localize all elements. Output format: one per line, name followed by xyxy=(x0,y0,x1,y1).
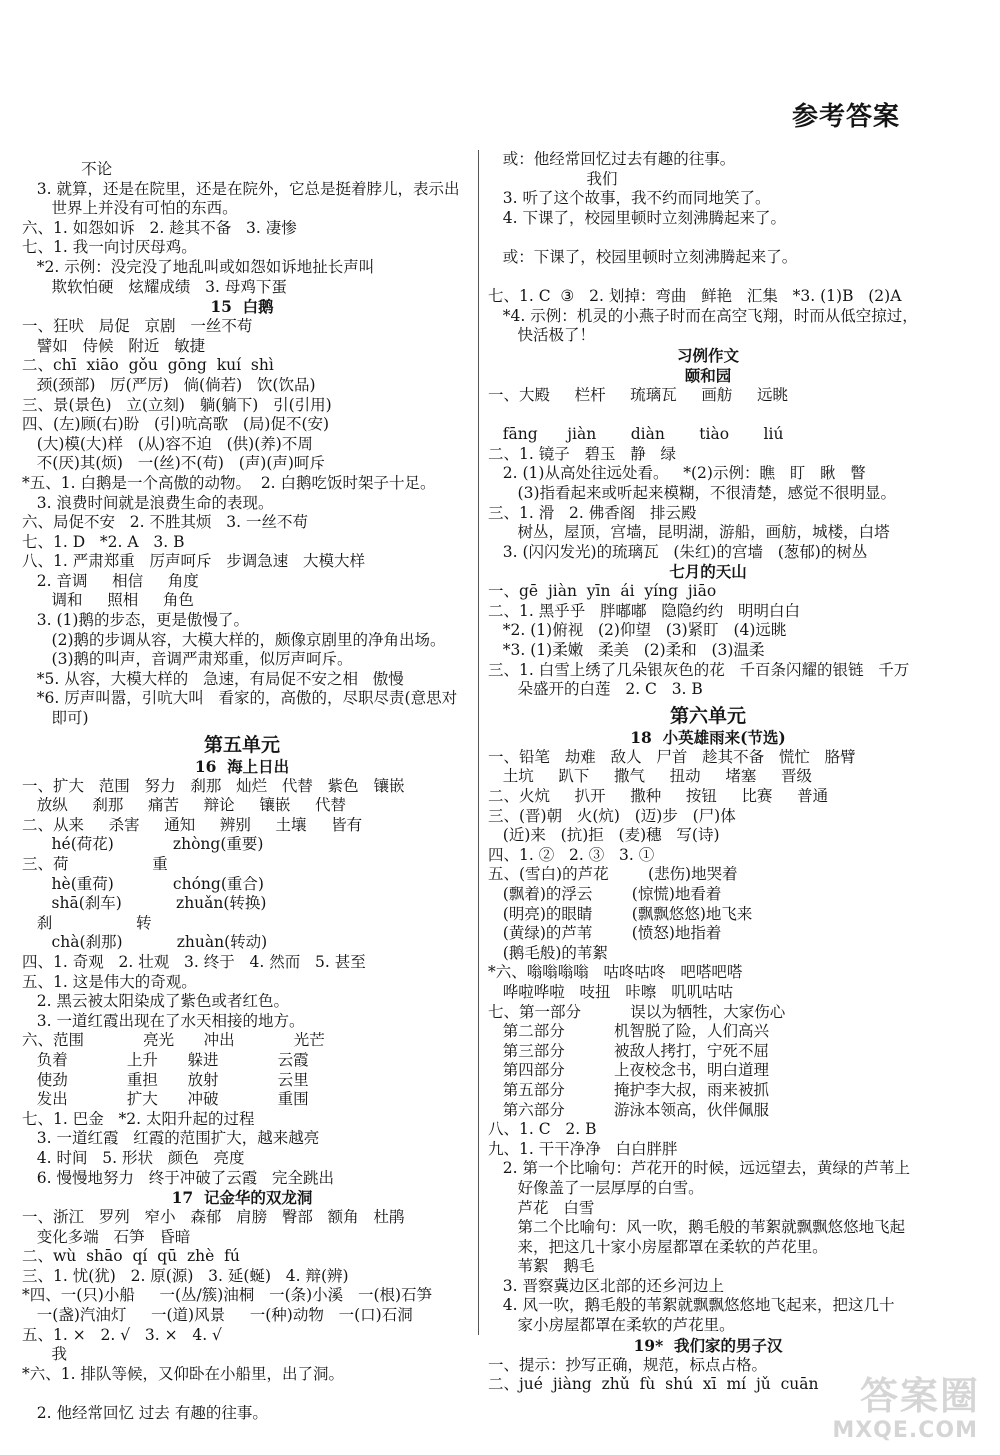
answer-line: 第四部分 上夜校念书，明白道理 xyxy=(488,1061,770,1080)
answer-line: 6. 慢慢地努力 终于冲破了云霞 完全跳出 xyxy=(22,1168,335,1187)
answer-line: 2. (1)从高处往远处看。 *(2)示例：瞧 盯 瞅 瞥 xyxy=(488,464,866,483)
answer-line: 3. 听了这个故事，我不约而同地笑了。 xyxy=(488,189,771,208)
answer-line: 二、从来 杀害 通知 辨别 土壤 皆有 xyxy=(22,815,363,834)
answer-line: 苇絮 鹅毛 xyxy=(488,1257,595,1276)
answer-line: 世界上并没有可怕的东西。 xyxy=(22,199,238,218)
answer-line: 七、1. D *2. A 3. B xyxy=(22,532,185,551)
answer-line: shā(刹车) zhuǎn(转换) xyxy=(22,894,267,913)
answer-line xyxy=(488,268,928,288)
answer-line: 一、铅笔 劫难 敌人 尸首 趁其不备 慌忙 胳臂 xyxy=(488,747,856,766)
answer-line: *6. 厉声叫嚣，引吭大叫 看家的，高傲的，尽职尽责(意思对 xyxy=(22,689,458,708)
answer-line: 家小房屋都罩在柔软的芦花里。 xyxy=(488,1316,735,1335)
section-heading: 19* 我们家的男子汉 xyxy=(633,1335,783,1355)
answer-line: 2. 第一个比喻句：芦花开的时候，远远望去，黄绿的芦苇上 xyxy=(488,1159,910,1178)
answer-line: 快活极了！ xyxy=(488,326,596,345)
answer-line: *四、一(只)小船 一(丛/簇)油桐 一(条)小溪 一(根)石笋 xyxy=(22,1286,433,1305)
answer-line: 七、第一部分 误以为牺牲，大家伤心 xyxy=(488,1002,786,1021)
answer-line: 来，把这几十家小房屋都罩在柔软的芦花里。 xyxy=(488,1237,828,1256)
answer-line: 一、gē jiàn yīn ái yíng jiāo xyxy=(488,582,717,601)
answer-line: 三、(晋)朝 火(炕) (迈)步 (尸)体 xyxy=(488,806,736,825)
answer-line: 四、(左)顾(右)盼 (引)吭高歌 (局)促不(安) xyxy=(22,415,330,434)
answer-line: 七、1. 我一向讨厌母鸡。 xyxy=(22,238,197,257)
answer-line: 二、wù shāo qí qū zhè fú xyxy=(22,1247,240,1266)
section-heading: 17 记金华的双龙洞 xyxy=(171,1188,313,1208)
answer-line: 发出 扩大 冲破 重围 xyxy=(22,1090,309,1109)
answer-line: 哗啦哗啦 吱扭 咔嚓 叽叽咕咕 xyxy=(488,982,734,1001)
answer-line: hè(重荷) chóng(重合) xyxy=(22,874,264,893)
answer-line: (大)模(大)样 (从)容不迫 (供)(养)不周 xyxy=(22,434,313,453)
answer-line: 六、范围 亮光 冲出 光芒 xyxy=(22,1031,325,1050)
answer-line: 第二部分 机智脱了险，人们高兴 xyxy=(488,1022,770,1041)
answer-line: 树丛，屋顶，宫墙，昆明湖，游船，画舫，城楼，白塔 xyxy=(488,523,890,542)
answer-line: 3. 浪费时间就是浪费生命的表现。 xyxy=(22,493,274,512)
answer-line: 譬如 侍候 附近 敏捷 xyxy=(22,336,206,355)
answer-line: 八、1. C 2. B xyxy=(488,1120,597,1139)
answer-line: 五、(雪白)的芦花 (悲伤)地哭着 xyxy=(488,865,738,884)
answer-line xyxy=(22,1384,462,1404)
answer-line: 2. 黑云被太阳染成了紫色或者红色。 xyxy=(22,992,289,1011)
answer-line: 2. 他经常回忆 过去 有趣的往事。 xyxy=(22,1404,268,1423)
right-answer-column xyxy=(488,150,928,1395)
answer-line: 3. (闪闪发光)的琉璃瓦 (朱红)的宫墙 (葱郁)的树丛 xyxy=(488,542,868,561)
answer-line: 4. 风一吹，鹅毛般的苇絮就飘飘悠悠地飞起来，把这几十 xyxy=(488,1296,895,1315)
answer-line: 八、1. 严肃郑重 厉声呵斥 步调急速 大模大样 xyxy=(22,552,366,571)
answer-line: *4. 示例：机灵的小燕子时而在高空飞翔，时而从低空掠过， xyxy=(488,306,918,325)
section-heading: 18 小英雄雨来(节选) xyxy=(630,727,786,747)
answer-line: 不论 xyxy=(22,160,113,178)
answer-line: (3)鹅的叫声，音调严肃郑重，似厉声呵斥。 xyxy=(22,650,353,669)
answer-line: 或：他经常回忆过去有趣的往事。 xyxy=(488,150,736,168)
answer-line: *六、嗡嗡嗡嗡 咕咚咕咚 吧嗒吧嗒 xyxy=(488,963,743,982)
section-heading: 七月的天山 xyxy=(669,562,747,582)
answer-line: 一、扩大 范围 努力 刹那 灿烂 代替 紫色 镶嵌 xyxy=(22,776,405,795)
answer-line: 3. (1)鹅的步态，更是傲慢了。 xyxy=(22,611,249,630)
answer-line: 颈(颈部) 厉(严厉) 倘(倘若) 饮(饮品) xyxy=(22,375,316,394)
answer-line: 好像盖了一层厚厚的白雪。 xyxy=(488,1178,704,1197)
answer-line: *2. 示例：没完没了地乱叫或如怨如诉地扯长声叫 xyxy=(22,257,375,276)
answer-line: 二、火炕 扒开 撒种 按钮 比赛 普通 xyxy=(488,787,829,806)
answer-line: 即可) xyxy=(22,709,89,728)
answer-line: (飘着)的浮云 (惊慌)地看着 xyxy=(488,885,722,903)
answer-line: (3)指看起来或听起来模糊，不很清楚，感觉不很明显。 xyxy=(488,483,897,502)
answer-line: 五、1. 这是伟大的奇观。 xyxy=(22,972,197,991)
answer-line: (明亮)的眼睛 (飘飘悠悠)地飞来 xyxy=(488,904,753,923)
watermark-url: MXQE.COM xyxy=(832,1418,978,1443)
answer-line: 五、1. × 2. √ 3. × 4. √ xyxy=(22,1325,222,1344)
answer-line: *六、1. 排队等候，又仰卧在小船里，出了洞。 xyxy=(22,1364,344,1383)
answer-line: 欺软怕硬 炫耀成绩 3. 母鸡下蛋 xyxy=(22,277,287,296)
answer-line: *3. (1)柔嫩 柔美 (2)柔和 (3)温柔 xyxy=(488,641,765,660)
answer-line: 我 xyxy=(22,1345,68,1364)
answer-line: 七、1. 巴金 *2. 太阳升起的过程 xyxy=(22,1109,255,1128)
answer-line: 二、1. 镜子 碧玉 静 绿 xyxy=(488,444,677,463)
answer-line: 3. 就算，还是在院里，还是在院外，它总是挺着脖儿，表示出 xyxy=(22,179,460,198)
answer-line: 调和 照相 角色 xyxy=(22,591,194,610)
answer-line: *2. (1)俯视 (2)仰望 (3)紧盯 (4)远眺 xyxy=(488,621,787,640)
answer-line: 3. 晋察冀边区北部的还乡河边上 xyxy=(488,1276,724,1295)
section-heading: 16 海上日出 xyxy=(194,756,290,776)
section-heading: 15 白鹅 xyxy=(210,297,274,317)
answer-line: fāng jiàn diàn tiào liú xyxy=(488,425,784,444)
answer-line: (近)来 (抗)拒 (麦)穗 写(诗) xyxy=(488,826,720,845)
answer-line: 第五部分 掩护李大叔，雨来被抓 xyxy=(488,1080,770,1099)
answer-line: 三、荷 重 xyxy=(22,855,168,873)
answer-line: 三、景(景色) 立(立刻) 躺(躺下) 引(引用) xyxy=(22,395,332,414)
answer-line: 六、1. 如怨如诉 2. 趁其不备 3. 凄惨 xyxy=(22,218,297,237)
answer-line: 一(盏)汽油灯 一(道)风景 一(种)动物 一(口)石洞 xyxy=(22,1306,413,1325)
answer-line: 七、1. C ③ 2. 划掉：弯曲 鲜艳 汇集 *3. (1)B (2)A xyxy=(488,287,902,306)
answer-line: 第六部分 游泳本领高，伙伴佩服 xyxy=(488,1100,770,1119)
answer-line: 四、1. ② 2. ③ 3. ① xyxy=(488,845,655,864)
answer-line: 4. 下课了，校园里顿时立刻沸腾起来了。 xyxy=(488,208,786,227)
answer-line: 3. 一道红霞 红霞的范围扩大，越来越亮 xyxy=(22,1129,320,1148)
watermark-logo xyxy=(808,1365,988,1445)
answer-line: 第三部分 被敌人拷打，宁死不屈 xyxy=(488,1041,770,1060)
answer-line: 一、狂吠 局促 京剧 一丝不苟 xyxy=(22,317,253,336)
answer-line: 变化多端 石笋 昏暗 xyxy=(22,1227,191,1246)
answer-line: 使劲 重担 放射 云里 xyxy=(22,1070,309,1089)
answer-line: chà(刹那) zhuàn(转动) xyxy=(22,933,268,952)
answer-line xyxy=(488,406,928,426)
answer-line: 四、1. 奇观 2. 壮观 3. 终于 4. 然而 5. 甚至 xyxy=(22,952,366,971)
answer-line: (2)鹅的步调从容，大模大样的，颇像京剧里的净角出场。 xyxy=(22,630,446,649)
answer-line: 放纵 刹那 痛苦 辩论 镶嵌 代替 xyxy=(22,796,346,815)
answer-line: 六、局促不安 2. 不胜其烦 3. 一丝不苟 xyxy=(22,513,308,532)
section-heading: 习例作文 xyxy=(676,345,739,365)
answer-line: 或：下课了，校园里顿时立刻沸腾起来了。 xyxy=(488,247,798,266)
section-heading: 第五单元 xyxy=(203,733,280,756)
answer-line: 3. 一道红霞出现在了水天相接的地方。 xyxy=(22,1011,305,1030)
answer-line: 2. 音调 相信 角度 xyxy=(22,571,199,590)
watermark-text: 答案圈 xyxy=(859,1374,980,1418)
answer-line: 三、1. 白雪上绣了几朵银灰色的花 千百条闪耀的银链 千万 xyxy=(488,660,910,679)
answer-line: 刹 转 xyxy=(22,913,152,932)
section-heading: 颐和园 xyxy=(684,365,732,385)
answer-line: (黄绿)的芦苇 (愤怒)地指着 xyxy=(488,924,722,943)
answer-line: 二、1. 黑乎乎 胖嘟嘟 隐隐约约 明明白白 xyxy=(488,601,801,620)
answer-line: 土坑 趴下 撒气 扭动 堵塞 晋级 xyxy=(488,767,812,786)
answer-line: 三、1. 滑 2. 佛香阁 排云殿 xyxy=(488,503,697,522)
answer-line: 一、大殿 栏杆 琉璃瓦 画舫 远眺 xyxy=(488,385,789,404)
page-title: 参考答案 xyxy=(791,102,900,132)
answer-line: (鹅毛般)的苇絮 xyxy=(488,943,608,962)
answer-line: 第二个比喻句：风一吹，鹅毛般的苇絮就飘飘悠悠地飞起 xyxy=(488,1218,906,1237)
answer-line: 二、chī xiāo gǒu gōng kuí shì xyxy=(22,356,274,375)
answer-line: 不(厌)其(烦) 一(丝)不(苟) (声)(声)呵斥 xyxy=(22,454,325,473)
answer-line: 我们 xyxy=(488,169,618,188)
answer-line: hé(荷花) zhòng(重要) xyxy=(22,835,264,854)
column-divider xyxy=(478,150,479,1335)
answer-line: 负着 上升 躲进 云霞 xyxy=(22,1050,309,1069)
left-answer-column xyxy=(22,160,462,1424)
answer-line: 一、浙江 罗列 窄小 森郁 肩膀 臀部 额角 杜鹃 xyxy=(22,1208,405,1227)
answer-line: 朵盛开的白莲 2. C 3. B xyxy=(488,680,703,699)
answer-line: *5. 从容，大模大样的 急速，有局促不安之相 傲慢 xyxy=(22,669,404,688)
answer-line: *五、1. 白鹅是一个高傲的动物。 2. 白鹅吃饭时架子十足。 xyxy=(22,473,436,492)
answer-line: 九、1. 干干净净 白白胖胖 xyxy=(488,1139,678,1158)
answer-line: 芦花 白雪 xyxy=(488,1198,595,1217)
answer-line: 4. 时间 5. 形状 颜色 亮度 xyxy=(22,1148,245,1167)
answer-line xyxy=(488,228,928,248)
answer-line: 三、1. 忧(犹) 2. 原(源) 3. 延(蜒) 4. 辩(辨) xyxy=(22,1266,349,1285)
answer-line: 一、提示：抄写正确，规范，标点占格。 xyxy=(488,1355,768,1374)
answer-line: 二、jué jiàng zhǔ fù shú xī mí jǔ cuān xyxy=(488,1375,819,1394)
section-heading: 第六单元 xyxy=(669,704,746,727)
